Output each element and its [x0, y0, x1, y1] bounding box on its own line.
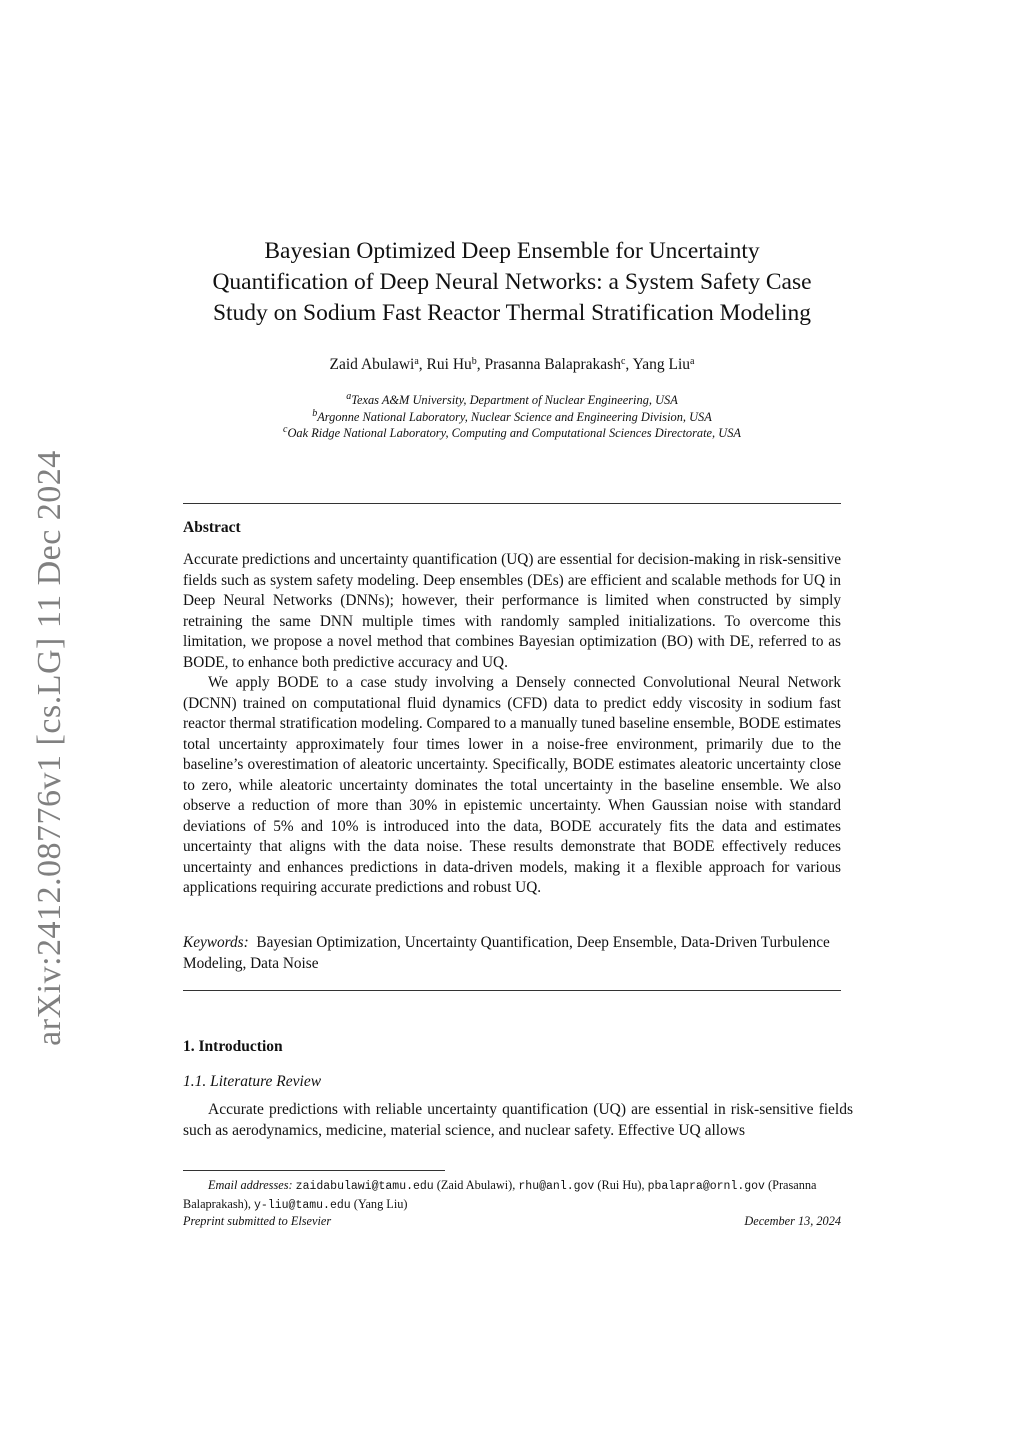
footer-date: December 13, 2024 [744, 1214, 841, 1228]
paper-title [150, 236, 874, 329]
author-affiliation-mark: b [471, 356, 477, 367]
intro-paragraph: Accurate predictions with reliable uncertainty quantification (UQ) are essential in risk-sensitive fields such as aerodynamics, medicine, material science, and nuclear safety. Effective UQ allows [183, 1101, 853, 1139]
keywords-label: Keywords: [183, 934, 249, 951]
title-line: Study on Sodium Fast Reactor Thermal Stratification Modeling [212, 300, 812, 326]
author-name: Rui Hu [426, 356, 472, 373]
affiliation-list [150, 392, 874, 442]
affiliation [150, 409, 874, 426]
affiliation-mark: c [283, 424, 288, 435]
author-name: Zaid Abulawi [329, 356, 415, 373]
abstract-heading: Abstract [183, 519, 241, 536]
abstract-paragraph: We apply BODE to a case study involving a Densely connected Convolutional Neural Network (DCNN) trained on computational fluid dynamics (CFD) data to predict eddy viscosity in sodium fast reactor thermal stratification modeling. Compared to a manually tuned baseline ensemble, BODE estimates total uncertainty approximately four times lower in a noise-free environment, primarily due to the baseline’s overestimation of aleatoric uncertainty. Specifically, BODE estimates aleatoric uncertainty close to zero, while aleatoric uncertainty dominates the total uncertainty in the baseline ensemble. We also observe a reduction of more than 30% in epistemic uncertainty. When Gaussian noise with standard deviations of 5% and 10% is introduced into the data, BODE accurately fits the data and estimates uncertainty that aligns with the data noise. These results demonstrate that BODE effectively reduces uncertainty and enhances predictions in data-driven models, making it a flexible approach for various applications requiring accurate predictions and robust UQ. [183, 674, 841, 896]
abstract-bottom-rule [183, 990, 841, 991]
author-name: Yang Liu [632, 356, 691, 373]
arxiv-side-stamp: arXiv:2412.08776v1 [cs.LG] 11 Dec 2024 [31, 450, 68, 1046]
affiliation-text: Argonne National Laboratory, Nuclear Science and Engineering Division, USA [317, 409, 712, 424]
author-list [150, 356, 874, 374]
keywords-text: Bayesian Optimization, Uncertainty Quantification, Deep Ensemble, Data-Driven Turbulence Modeling, Data Noise [183, 934, 830, 972]
email-owner: (Zaid Abulawi) [436, 1178, 513, 1192]
author-separator: , [418, 356, 427, 373]
email-link[interactable]: pbalapra@ornl.gov [647, 1180, 765, 1193]
title-line: Quantification of Deep Neural Networks: a System Safety Case [212, 269, 812, 295]
section-heading: 1. Introduction [183, 1038, 283, 1055]
email-owner: (Rui Hu) [597, 1178, 642, 1192]
email-link[interactable]: zaidabulawi@tamu.edu [295, 1180, 434, 1193]
affiliation-mark: b [312, 407, 318, 419]
footnote-emails: Email addresses: zaidabulawi@tamu.edu (Zaid Abulawi), rhu@anl.gov (Rui Hu), pbalapra@ornl.gov (Prasanna Balaprakash), y-liu@tamu.edu (Yang Liu) [183, 1178, 817, 1212]
affiliation-text: Oak Ridge National Laboratory, Computing and Computational Sciences Directorate, USA [287, 426, 741, 440]
abstract-body [183, 550, 841, 899]
title-line: Bayesian Optimized Deep Ensemble for Uncertainty [264, 238, 760, 264]
footer-preprint-note: Preprint submitted to Elsevier [183, 1214, 332, 1228]
email-owner: (Prasanna Balaprakash) [183, 1178, 817, 1211]
author-affiliation-mark: a [414, 356, 419, 367]
subsection-heading: 1.1. Literature Review [183, 1073, 322, 1090]
abstract-paragraph: Accurate predictions and uncertainty quantification (UQ) are essential for decision-making in risk-sensitive fields such as system safety modeling. Deep ensembles (DEs) are efficient and scalable methods for UQ in Deep Neural Networks (DNNs); however, their performance is limited when constructed by simply retraining the same DNN multiple times with randomly sampled initializations. To overcome this limitation, we propose a novel method that combines Bayesian optimization (BO) with DE, referred to as BODE, to enhance both predictive accuracy and UQ. [183, 551, 841, 671]
affiliation [150, 392, 874, 409]
author-affiliation-mark: a [690, 356, 695, 367]
footnote-rule [183, 1170, 445, 1171]
affiliation-mark: a [346, 391, 352, 402]
affiliation [150, 425, 874, 442]
keywords [183, 933, 841, 974]
email-link[interactable]: y-liu@tamu.edu [254, 1198, 351, 1212]
author-separator: , [476, 356, 485, 373]
email-link[interactable]: rhu@anl.gov [518, 1180, 595, 1193]
footnote-label: Email addresses: [208, 1178, 293, 1192]
author-affiliation-mark: c [620, 356, 626, 367]
author-separator: , [625, 356, 633, 373]
affiliation-text: Texas A&M University, Department of Nuclear Engineering, USA [351, 393, 678, 407]
author-name: Prasanna Balaprakash [484, 356, 621, 373]
email-owner: (Yang Liu) [353, 1196, 408, 1211]
abstract-top-rule [183, 503, 841, 504]
